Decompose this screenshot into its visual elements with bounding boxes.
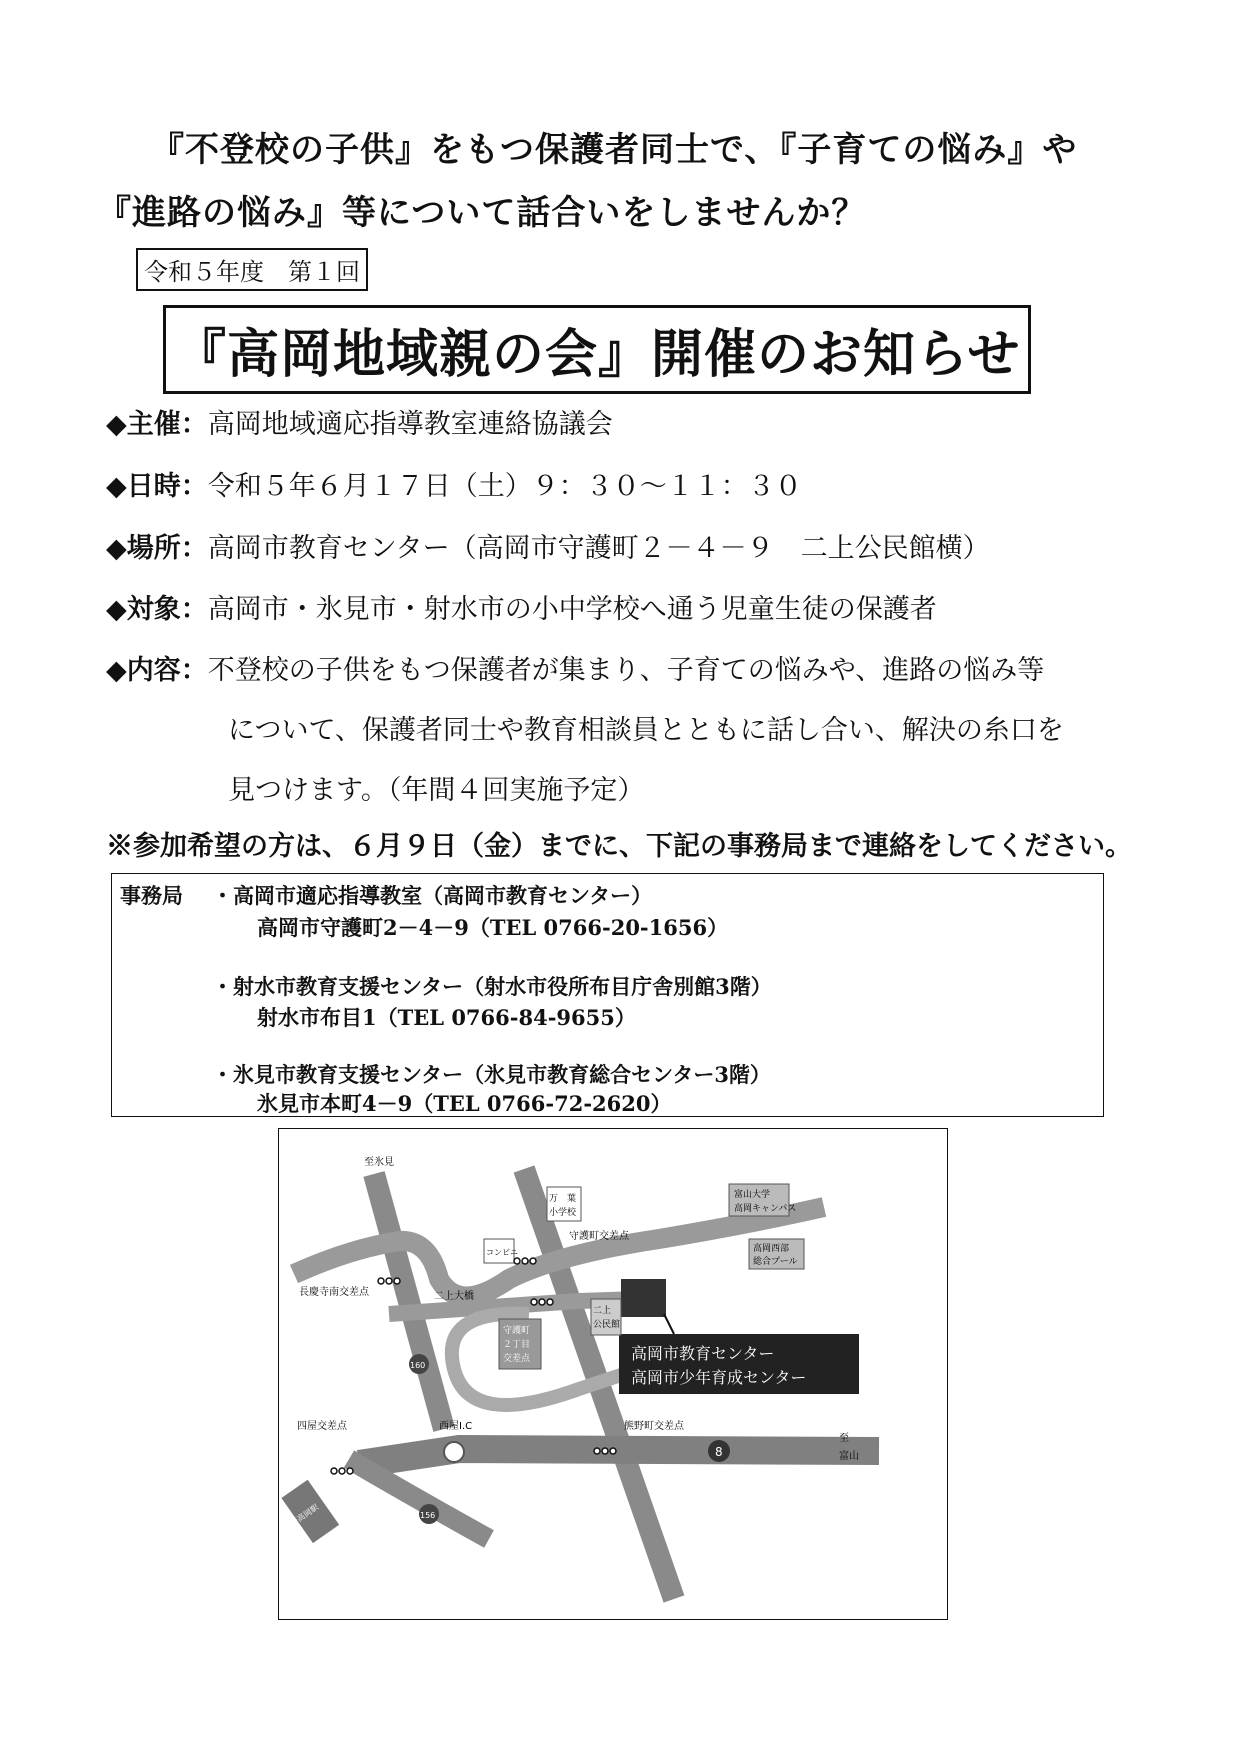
detail-organizer — [106, 402, 613, 441]
detail-label: ◆内容： — [106, 655, 208, 686]
map-label-manyo-2: 小学校 — [549, 1208, 577, 1218]
office-name: ・射水市教育支援センター（射水市役所布目庁舎別館3階） — [212, 974, 772, 999]
detail-value: 不登校の子供をもつ保護者が集まり、子育ての悩みや、進路の悩み等 — [207, 655, 1045, 686]
map-label-futagami-1: 二上 — [593, 1306, 612, 1316]
map-label-university-1: 富山大学 — [734, 1190, 771, 1200]
office-name: ・氷見市教育支援センター（氷見市教育総合センター3階） — [212, 1062, 771, 1087]
access-map — [278, 1128, 948, 1620]
detail-venue — [106, 526, 990, 565]
map-label-konbini: コンビニ — [486, 1248, 518, 1257]
detail-value: 高岡市教育センター（高岡市守護町２－４－９ 二上公民館横） — [207, 533, 990, 564]
map-label-pool-2: 総合プール — [753, 1257, 798, 1267]
session-tag: 令和５年度 第１回 — [136, 248, 368, 291]
detail-content-continued: 見つけます。（年間４回実施予定） — [228, 775, 645, 806]
map-label-route-156: 156 — [420, 1511, 436, 1520]
office-name: ・高岡市適応指導教室（高岡市教育センター） — [212, 883, 653, 908]
map-label-route-160: 160 — [410, 1361, 426, 1370]
registration-notice: ※参加希望の方は、６月９日（金）までに、下記の事務局まで連絡をしてください。 — [106, 831, 1132, 862]
map-label-center-2: 高岡市少年育成センター — [631, 1368, 807, 1387]
nishiyagi-ic-marker — [444, 1442, 464, 1462]
page-title: 『高岡地域親の会』開催のお知らせ — [163, 305, 1031, 394]
office-address: 氷見市本町4－9（TEL 0766-72-2620） — [257, 1091, 672, 1116]
center-building-marker — [621, 1279, 666, 1317]
map-label-center-1: 高岡市教育センター — [631, 1344, 775, 1363]
road-route-8 — [359, 1449, 879, 1464]
detail-label: ◆主催： — [106, 409, 208, 440]
office-contact-box — [111, 873, 1104, 1117]
detail-label: ◆日時： — [106, 471, 208, 502]
map-label-university-2: 高岡キャンパス — [734, 1204, 797, 1214]
detail-content-continued: について、保護者同士や教育相談員とともに話し合い、解決の糸口を — [228, 715, 1064, 746]
map-label-chokeiji: 長慶寺南交差点 — [299, 1287, 369, 1298]
detail-content — [106, 648, 1044, 687]
map-label-to-toyama-2: 富山 — [839, 1451, 859, 1462]
map-label-to-toyama-1: 至 — [839, 1433, 849, 1444]
map-label-to-himi: 至氷見 — [364, 1157, 394, 1168]
map-label-route-8: 8 — [715, 1445, 723, 1459]
detail-datetime — [106, 464, 802, 503]
map-label-shugo-3: 交差点 — [503, 1354, 531, 1364]
office-address: 高岡市守護町2－4－9（TEL 0766-20-1656） — [257, 915, 729, 940]
map-label-shijo: 四屋交差点 — [297, 1421, 347, 1432]
intro-line-2: 『進路の悩み』等について話合いをしませんか？ — [97, 193, 867, 233]
office-label: 事務局 — [120, 883, 183, 908]
map-label-shugo-2: ２丁目 — [503, 1340, 531, 1350]
detail-value: 令和５年６月１７日（土）９：３０～１１：３０ — [207, 471, 802, 502]
map-label-shugo-1: 守護町 — [503, 1326, 531, 1336]
detail-value: 高岡地域適応指導教室連絡協議会 — [207, 409, 613, 440]
map-svg — [279, 1129, 947, 1619]
detail-label: ◆場所： — [106, 533, 208, 564]
map-label-futagami-bridge: 二上大橋 — [434, 1291, 474, 1302]
intro-line-1: 『不登校の子供』をもつ保護者同士で、『子育ての悩み』や — [150, 130, 1078, 170]
map-label-manyo-1: 万 葉 — [549, 1194, 577, 1204]
map-label-kumano: 熊野町交差点 — [624, 1421, 684, 1432]
map-label-pool-1: 高岡西部 — [753, 1244, 790, 1254]
map-label-shugomachi: 守護町交差点 — [569, 1231, 629, 1242]
map-label-station: 新高岡駅 — [288, 1502, 321, 1529]
map-label-nishiyagi: 西屋I.C — [439, 1421, 473, 1432]
detail-target — [106, 587, 937, 626]
detail-label: ◆対象： — [106, 594, 208, 625]
office-address: 射水市布目1（TEL 0766-84-9655） — [257, 1005, 636, 1030]
detail-value: 高岡市・氷見市・射水市の小中学校へ通う児童生徒の保護者 — [207, 594, 937, 625]
map-label-futagami-2: 公民館 — [593, 1320, 621, 1330]
